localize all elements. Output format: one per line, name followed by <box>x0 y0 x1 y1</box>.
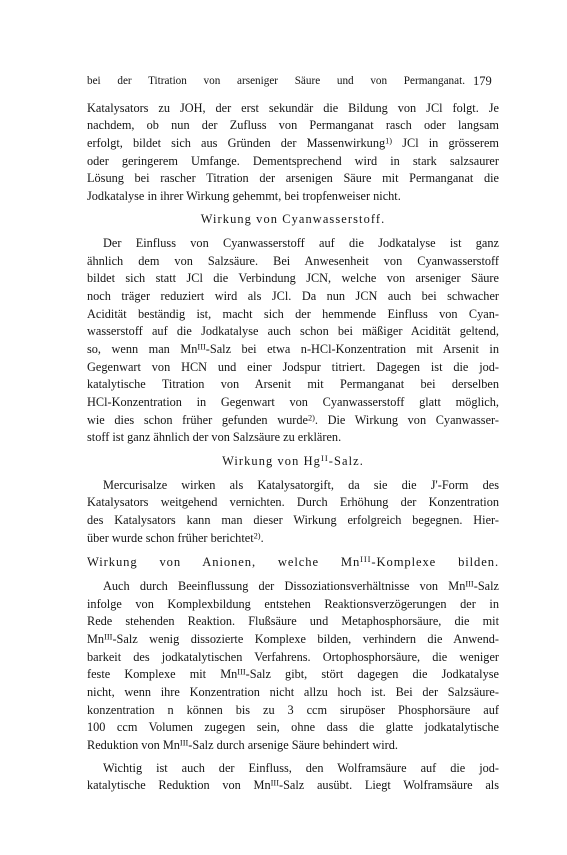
text-line: Auch durch Beeinflussung der Dissoziationsverhältnisse von $Mn^{III}$-Salz <box>103 579 499 593</box>
text-line: feste Komplexe mit $Mn^{III}$-Salz gibt, stört dagegen die Jodkatalyse <box>87 667 499 681</box>
text-line: erfolgt, bildet sich aus Gründen der Massenwirkung$^{1)}$ JCl in grösserem <box>87 136 499 150</box>
text-line: stoff ist ganz ähnlich der von Salzsäure zu erklären. <box>87 430 342 444</box>
text-line: Acidität beständig ist, macht sich der hemmende Einfluss von Cyan- <box>87 307 499 321</box>
text-line: Gegenwart von HCN und einer Jodspur titriert. Dagegen ist die jod- <box>87 360 499 374</box>
text-line: katalytische Titration von Arsenit mit Permanganat bei derselben <box>87 377 499 391</box>
text-line: wie dies schon früher gefunden wurde$^{2)}$. Die Wirkung von Cyanwasser- <box>87 413 499 427</box>
text-line: barkeit des jodkatalytischen Verfahrens. Ortophosphorsäure, die weniger <box>87 650 499 664</box>
text-line: 100 ccm Volumen zugegen sein, ohne dass die glatte jodkatalytische <box>87 720 499 734</box>
text-line: katalytische Reduktion von $Mn^{III}$-Salz ausübt. Liegt Wolframsäure als <box>87 778 499 792</box>
section-heading: Wirkung von $Hg^{II}$-Salz. <box>222 453 364 468</box>
text-line: Katalysators weitgehend vernichten. Durch Erhöhung der Konzentration <box>87 495 499 509</box>
superscript: III <box>197 342 206 352</box>
text-line: konzentration n können bis zu 3 ccm sirupöser Phosphorsäure auf <box>87 703 499 717</box>
text-line: des Katalysators kann man dieser Wirkung erfolgreich begegnen. Hier- <box>87 513 499 527</box>
text-line: oder geringerem Umfange. Dementsprechend wird in stark salzsaurer <box>87 154 499 168</box>
text-line: Reduktion von $Mn^{III}$-Salz durch arsenige Säure behindert wird. <box>87 738 398 752</box>
text-line: so, wenn man $Mn^{III}$-Salz bei etwa n-HCl-Konzentration mit Arsenit in <box>87 342 499 356</box>
text-line: Lösung bei rascher Titration der arsenigen Säure mit Permanganat die <box>87 171 499 185</box>
text-line: wasserstoff auf die Jodkatalyse auch schon bei mäßiger Acidität geltend, <box>87 324 499 338</box>
text-line: bildet sich statt JCl die Verbindung JCN, welche von arseniger Säure <box>87 271 499 285</box>
text-line: Der Einfluss von Cyanwasserstoff auf die Jodkatalyse ist ganz <box>103 236 499 250</box>
text-line: Mercurisalze wirken als Katalysatorgift, da sie die J'-Form des <box>103 478 499 492</box>
section-heading: Wirkung von Anionen, welche $Mn^{III}$-Komplexe bilden. <box>87 554 499 569</box>
text-line: über wurde schon früher berichtet$^{2)}$. <box>87 531 264 545</box>
text-line: Rede stehenden Reaktion. Flußsäure und Metaphosphorsäure, die mit <box>87 614 499 628</box>
text-line: nicht, wenn ihre Konzentration nicht allzu hoch ist. Bei der Salzsäure- <box>87 685 499 699</box>
text-line: Jodkatalyse in ihrer Wirkung gehemmt, bei tropfenweiser nicht. <box>87 189 401 203</box>
page-number: 179 <box>473 74 492 88</box>
text-line: HCl-Konzentration in Gegenwart von Cyanwasserstoff glatt möglich, <box>87 395 499 409</box>
running-header: bei der Titration von arseniger Säure und von Permanganat. <box>87 75 465 87</box>
text-line: $Mn^{III}$-Salz wenig dissozierte Komplexe bilden, verhindern die Anwend- <box>87 632 499 646</box>
text-line: ähnlich dem von Salzsäure. Bei Anwesenheit von Cyanwasserstoff <box>87 254 499 268</box>
section-heading: Wirkung von Cyanwasserstoff. <box>200 212 386 226</box>
footnote-ref: 2) <box>253 531 261 541</box>
footnote-ref: 2) <box>307 413 315 423</box>
text-line: Wichtig ist auch der Einfluss, den Wolframsäure auf die jod- <box>103 761 499 775</box>
footnote-ref: 1) <box>385 136 393 146</box>
text-line: Katalysators zu JOH, der erst sekundär die Bildung von JCl folgt. Je <box>87 101 499 115</box>
text-line: nachdem, ob nun der Zufluss von Permanganat rasch oder langsam <box>87 118 499 132</box>
text-line: noch träger reduziert wird als JCl. Da nun JCN auch bei schwacher <box>87 289 499 303</box>
text-line: infolge von Komplexbildung entstehen Reaktionsverzögerungen der in <box>87 597 499 611</box>
